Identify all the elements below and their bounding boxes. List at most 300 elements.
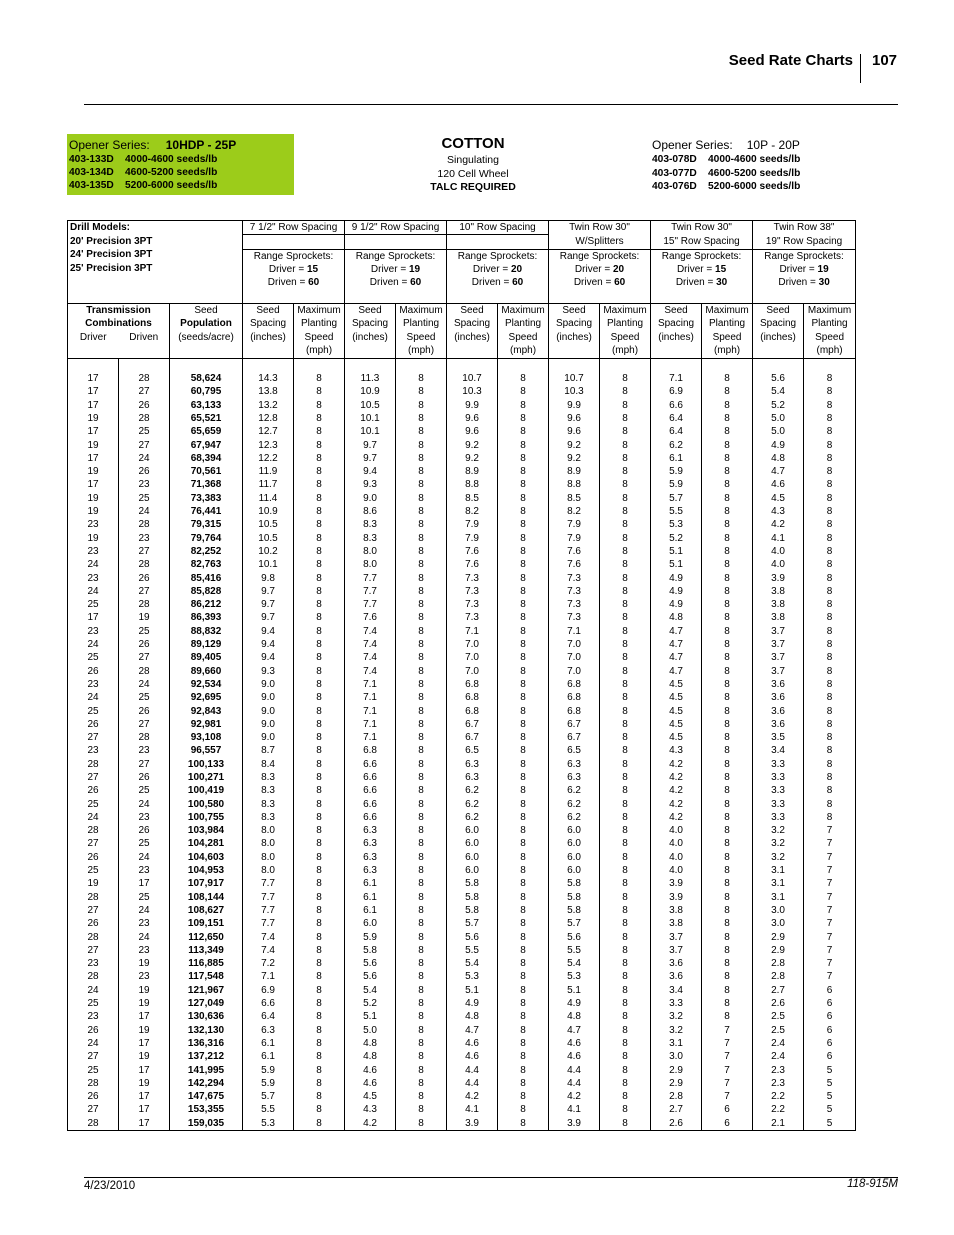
driver-cell: 19	[68, 877, 119, 890]
driven-label: Driven =	[675, 277, 714, 289]
seed-spacing-cell: 9.6	[549, 412, 600, 425]
sprocket-cell	[243, 263, 345, 276]
population-cell: 93,108	[170, 731, 243, 744]
spacer-cell	[498, 358, 549, 372]
transmission-label: Transmission	[86, 304, 151, 316]
seed-spacing-cell: 7.3	[447, 611, 498, 624]
seed-spacing-cell: 3.3	[753, 771, 804, 784]
max-speed-cell: 8	[294, 1037, 345, 1050]
max-speed-cell: 8	[396, 678, 447, 691]
max-speed-cell: 7	[804, 877, 856, 890]
max-speed-cell: 8	[294, 505, 345, 518]
maximum-label: Maximum	[807, 304, 852, 316]
max-speed-cell: 5	[804, 1103, 856, 1116]
driver-cell: 17	[68, 425, 119, 438]
max-speed-cell: 8	[600, 1090, 651, 1103]
max-speed-cell: 8	[498, 798, 549, 811]
seed-spacing-cell: 8.9	[549, 465, 600, 478]
seed-spacing-cell: 9.7	[345, 452, 396, 465]
table-row	[68, 851, 856, 864]
seed-spacing-cell: 5.3	[447, 970, 498, 983]
driver-cell: 26	[68, 917, 119, 930]
max-speed-cell: 8	[294, 412, 345, 425]
seed-spacing-cell: 11.4	[243, 492, 294, 505]
population-cell: 60,795	[170, 385, 243, 398]
seed-spacing-cell: 6.6	[243, 997, 294, 1010]
seed-spacing-cell: 3.6	[753, 678, 804, 691]
seed-spacing-cell: 7.0	[447, 638, 498, 651]
max-speed-cell: 8	[600, 372, 651, 385]
spacing-label: Spacing	[759, 318, 797, 330]
table-row	[68, 412, 856, 425]
speed-label: Speed	[508, 331, 538, 343]
max-speed-cell: 8	[294, 824, 345, 837]
seed-spacing-cell: 9.4	[243, 638, 294, 651]
seed-spacing-cell: 7.4	[345, 665, 396, 678]
max-speed-cell: 8	[600, 1064, 651, 1077]
population-cell: 116,885	[170, 957, 243, 970]
max-speed-cell: 8	[600, 518, 651, 531]
seed-spacing-cell: 7.7	[345, 598, 396, 611]
seed-spacing-cell: 6.5	[447, 744, 498, 757]
max-speed-cell: 8	[702, 824, 753, 837]
left-opener-series-value: 10HDP - 25P	[165, 138, 237, 152]
seed-spacing-cell: 7.7	[345, 585, 396, 598]
seed-spacing-cell: 7.4	[243, 944, 294, 957]
planting-label: Planting	[300, 318, 338, 330]
seed-spacing-cell: 3.9	[651, 877, 702, 890]
max-speed-cell: 8	[294, 718, 345, 731]
pre-data-spacer-row	[68, 358, 856, 372]
driven-label: Driven =	[471, 277, 510, 289]
seed-spacing-cell: 5.8	[447, 891, 498, 904]
seed-spacing-cell: 10.7	[447, 372, 498, 385]
seed-spacing-cell: 5.8	[549, 904, 600, 917]
driver-cell: 24	[68, 691, 119, 704]
max-speed-cell: 8	[600, 851, 651, 864]
table-row	[68, 1050, 856, 1063]
table-body	[68, 372, 856, 1130]
table-row	[68, 705, 856, 718]
spacer-cell	[600, 358, 651, 372]
seed-spacing-cell: 4.8	[753, 452, 804, 465]
max-speed-cell: 8	[600, 399, 651, 412]
seed-spacing-cell: 6.8	[447, 705, 498, 718]
speed-label: Speed	[406, 331, 436, 343]
seed-spacing-cell: 6.2	[549, 784, 600, 797]
seed-spacing-cell: 3.6	[753, 691, 804, 704]
seed-spacing-cell: 3.7	[753, 665, 804, 678]
max-speed-cell: 8	[396, 1037, 447, 1050]
seed-spacing-cell: 10.1	[345, 425, 396, 438]
seed-spacing-cell: 6.3	[447, 758, 498, 771]
max-speed-cell: 8	[498, 532, 549, 545]
max-speed-cell: 8	[600, 997, 651, 1010]
seed-spacing-cell: 5.9	[243, 1077, 294, 1090]
population-cell: 147,675	[170, 1090, 243, 1103]
seed-spacing-cell: 8.5	[549, 492, 600, 505]
table-row	[68, 891, 856, 904]
max-speed-cell: 8	[294, 625, 345, 638]
seed-spacing-cell: 6.3	[549, 771, 600, 784]
seed-spacing-cell: 3.9	[651, 891, 702, 904]
seed-spacing-cell: 5.6	[345, 970, 396, 983]
max-speed-cell: 8	[396, 758, 447, 771]
seed-spacing-cell: 9.7	[345, 439, 396, 452]
table-row	[68, 651, 856, 664]
driven-cell: 17	[119, 877, 170, 890]
max-speed-cell: 8	[396, 558, 447, 571]
seed-spacing-cell: 3.8	[651, 917, 702, 930]
max-speed-cell: 8	[498, 864, 549, 877]
header-row	[68, 221, 856, 235]
driver-cell: 19	[68, 505, 119, 518]
max-speed-cell: 8	[294, 518, 345, 531]
max-speed-cell: 7	[804, 824, 856, 837]
table-row	[68, 678, 856, 691]
max-speed-cell: 7	[702, 1064, 753, 1077]
spacer-cell	[119, 358, 170, 372]
seed-spacing-cell: 8.0	[345, 545, 396, 558]
max-speed-cell: 8	[804, 705, 856, 718]
max-speed-cell: 6	[804, 1050, 856, 1063]
population-cell: 100,580	[170, 798, 243, 811]
opener-part-number: 403-134D	[69, 167, 114, 178]
driven-cell: 27	[119, 385, 170, 398]
max-speed-cell: 8	[702, 984, 753, 997]
driven-cell: 25	[119, 492, 170, 505]
seed-spacing-cell: 6.9	[651, 385, 702, 398]
max-speed-cell: 8	[498, 1024, 549, 1037]
population-cell: 89,405	[170, 651, 243, 664]
population-cell: 121,967	[170, 984, 243, 997]
max-speed-cell: 8	[498, 665, 549, 678]
sprocket-cell	[651, 249, 753, 263]
seed-spacing-cell: 4.8	[447, 1010, 498, 1023]
max-speed-cell: 8	[600, 478, 651, 491]
seed-spacing-cell: 9.2	[549, 439, 600, 452]
left-opener-series	[69, 138, 236, 152]
seed-spacing-cell: 5.1	[345, 1010, 396, 1023]
seed-spacing-cell: 9.0	[243, 718, 294, 731]
max-speed-cell: 8	[396, 691, 447, 704]
seed-spacing-cell: 6.6	[345, 784, 396, 797]
max-speed-cell: 8	[804, 598, 856, 611]
seed-spacing-cell: 9.3	[243, 665, 294, 678]
max-speed-cell: 8	[498, 731, 549, 744]
max-speed-cell: 8	[294, 1024, 345, 1037]
max-speed-cell: 8	[498, 585, 549, 598]
driver-cell: 27	[68, 1103, 119, 1116]
seed-spacing-cell: 3.2	[753, 837, 804, 850]
spacer-cell	[549, 358, 600, 372]
right-opener-row	[652, 180, 852, 194]
spacing-label: Spacing	[657, 318, 695, 330]
seed-spacing-header-cell	[753, 303, 804, 358]
seed-spacing-cell: 7.7	[345, 572, 396, 585]
table-row	[68, 665, 856, 678]
seed-spacing-cell: 2.2	[753, 1103, 804, 1116]
seed-spacing-cell: 7.1	[345, 718, 396, 731]
seed-spacing-cell: 9.8	[243, 572, 294, 585]
seed-spacing-cell: 7.1	[345, 731, 396, 744]
table-row	[68, 585, 856, 598]
population-cell: 109,151	[170, 917, 243, 930]
seed-spacing-cell: 11.9	[243, 465, 294, 478]
spacing-label: Spacing	[249, 318, 287, 330]
seed-spacing-cell: 7.6	[549, 545, 600, 558]
max-speed-cell: 8	[396, 1024, 447, 1037]
max-speed-cell: 8	[498, 1103, 549, 1116]
seed-spacing-cell: 6.8	[549, 705, 600, 718]
seed-spacing-cell: 2.8	[753, 970, 804, 983]
seed-label: Seed	[358, 304, 382, 316]
seed-spacing-cell: 8.0	[345, 558, 396, 571]
max-speed-cell: 8	[600, 1077, 651, 1090]
seed-spacing-cell: 7.1	[549, 625, 600, 638]
max-speed-cell: 8	[804, 731, 856, 744]
max-speed-cell: 8	[804, 771, 856, 784]
max-speed-cell: 8	[498, 891, 549, 904]
crop-info	[390, 134, 556, 195]
spacing-name-cell	[243, 221, 345, 235]
sprocket-cell	[243, 276, 345, 289]
driver-cell: 25	[68, 598, 119, 611]
max-speed-cell: 8	[804, 798, 856, 811]
sprocket-cell	[549, 276, 651, 289]
footer-doc-number: 118-915M	[847, 1178, 898, 1190]
max-speed-cell: 8	[702, 625, 753, 638]
seed-spacing-cell: 7.3	[549, 598, 600, 611]
range-sprockets-label: Range Sprockets:	[457, 250, 538, 262]
driver-cell: 24	[68, 585, 119, 598]
max-speed-cell: 8	[600, 412, 651, 425]
driver-cell: 24	[68, 984, 119, 997]
driver-cell: 27	[68, 837, 119, 850]
max-speed-cell: 8	[600, 625, 651, 638]
driven-value: 60	[512, 277, 524, 289]
max-speed-cell: 8	[600, 532, 651, 545]
max-speed-cell: 8	[498, 465, 549, 478]
max-speed-cell: 8	[702, 931, 753, 944]
max-speed-cell: 8	[702, 558, 753, 571]
driven-value: 60	[614, 277, 626, 289]
seed-spacing-cell: 6.0	[345, 917, 396, 930]
population-cell: 79,764	[170, 532, 243, 545]
max-speed-cell: 8	[600, 638, 651, 651]
seed-spacing-cell: 4.9	[651, 598, 702, 611]
max-speed-cell: 8	[804, 385, 856, 398]
population-cell: 86,393	[170, 611, 243, 624]
table-row	[68, 691, 856, 704]
header-title: Seed Rate Charts	[728, 52, 853, 69]
max-speed-cell: 8	[498, 651, 549, 664]
seed-label: Seed	[766, 304, 790, 316]
planting-label: Planting	[402, 318, 440, 330]
seed-spacing-cell: 2.9	[753, 944, 804, 957]
max-speed-cell: 8	[498, 811, 549, 824]
seed-spacing-cell: 5.9	[651, 478, 702, 491]
max-speed-cell: 8	[294, 572, 345, 585]
seed-spacing-cell: 3.1	[753, 891, 804, 904]
driver-label: Driver =	[268, 263, 305, 275]
table-row	[68, 1117, 856, 1131]
seed-spacing-cell: 9.2	[549, 452, 600, 465]
max-speed-cell: 8	[396, 425, 447, 438]
seed-spacing-header-cell	[549, 303, 600, 358]
spacing-name-cell	[753, 221, 856, 235]
max-speed-cell: 8	[804, 372, 856, 385]
table-row	[68, 944, 856, 957]
max-speed-cell: 8	[702, 917, 753, 930]
population-cell: 159,035	[170, 1117, 243, 1131]
driven-cell: 19	[119, 997, 170, 1010]
max-speed-cell: 8	[600, 811, 651, 824]
max-speed-cell: 8	[702, 705, 753, 718]
seed-spacing-cell: 4.5	[651, 731, 702, 744]
combinations-label: Combinations	[85, 318, 152, 330]
driven-label: Driven =	[573, 277, 612, 289]
seed-spacing-cell: 4.0	[753, 545, 804, 558]
max-speed-cell: 8	[396, 518, 447, 531]
max-speed-cell: 8	[702, 877, 753, 890]
max-speed-cell: 8	[294, 1117, 345, 1131]
seed-spacing-cell: 4.7	[651, 625, 702, 638]
seed-spacing-cell: 2.4	[753, 1050, 804, 1063]
driver-cell: 23	[68, 625, 119, 638]
speed-label: Speed	[304, 331, 334, 343]
max-speed-cell: 8	[804, 518, 856, 531]
seed-spacing-cell: 8.3	[243, 771, 294, 784]
max-speed-cell: 8	[702, 864, 753, 877]
population-cell: 85,828	[170, 585, 243, 598]
driver-cell: 26	[68, 665, 119, 678]
seed-spacing-cell: 6.6	[345, 771, 396, 784]
driven-cell: 19	[119, 957, 170, 970]
driven-cell: 24	[119, 452, 170, 465]
max-speed-cell: 8	[294, 638, 345, 651]
max-speed-cell: 6	[702, 1117, 753, 1131]
seed-spacing-cell: 2.3	[753, 1077, 804, 1090]
max-speed-cell: 8	[702, 598, 753, 611]
spacer-cell	[753, 358, 804, 372]
seed-spacing-cell: 6.5	[549, 744, 600, 757]
inches-label: (inches)	[352, 331, 388, 343]
max-speed-cell: 8	[396, 997, 447, 1010]
max-speed-cell: 8	[498, 957, 549, 970]
inches-label: (inches)	[556, 331, 592, 343]
table-row	[68, 385, 856, 398]
max-speed-cell: 8	[498, 492, 549, 505]
seed-spacing-cell: 9.0	[243, 678, 294, 691]
max-speed-cell: 8	[396, 598, 447, 611]
seed-spacing-cell: 10.2	[243, 545, 294, 558]
max-speed-cell: 8	[498, 372, 549, 385]
seed-spacing-cell: 10.5	[243, 518, 294, 531]
seed-spacing-cell: 4.8	[345, 1050, 396, 1063]
population-cell: 137,212	[170, 1050, 243, 1063]
max-speed-cell: 8	[804, 532, 856, 545]
sprocket-cell	[447, 276, 549, 289]
seed-spacing-cell: 4.6	[345, 1077, 396, 1090]
max-speed-cell: 8	[294, 931, 345, 944]
max-speed-cell: 8	[498, 997, 549, 1010]
seed-spacing-cell: 4.2	[447, 1090, 498, 1103]
seed-spacing-cell: 6.0	[549, 824, 600, 837]
seed-spacing-cell: 5.8	[447, 877, 498, 890]
population-cell: 100,755	[170, 811, 243, 824]
table-row	[68, 970, 856, 983]
sprocket-spacer-cell	[549, 289, 651, 303]
range-sprockets-label: Range Sprockets:	[764, 250, 844, 262]
table-row	[68, 611, 856, 624]
seed-spacing-cell: 4.6	[549, 1050, 600, 1063]
driver-cell: 17	[68, 399, 119, 412]
population-cell: 76,441	[170, 505, 243, 518]
table-row	[68, 532, 856, 545]
sprocket-cell	[753, 276, 856, 289]
driver-cell: 19	[68, 439, 119, 452]
population-cell: 117,548	[170, 970, 243, 983]
table-row	[68, 931, 856, 944]
sprocket-cell	[753, 249, 856, 263]
driver-cell: 28	[68, 891, 119, 904]
seed-spacing-cell: 6.4	[651, 425, 702, 438]
population-cell: 96,557	[170, 744, 243, 757]
max-speed-cell: 8	[294, 611, 345, 624]
max-speed-cell: 7	[804, 944, 856, 957]
seed-spacing-cell: 6.8	[549, 691, 600, 704]
seed-spacing-cell: 5.2	[345, 997, 396, 1010]
max-speed-cell: 7	[702, 1050, 753, 1063]
driven-cell: 23	[119, 478, 170, 491]
spacer-cell	[447, 358, 498, 372]
max-speed-cell: 8	[294, 385, 345, 398]
max-speed-cell: 8	[702, 439, 753, 452]
table-row	[68, 545, 856, 558]
seed-spacing-cell: 5.2	[651, 532, 702, 545]
max-speed-cell: 8	[498, 691, 549, 704]
driver-cell: 19	[68, 492, 119, 505]
max-speed-cell: 8	[804, 651, 856, 664]
seed-spacing-cell: 7.4	[345, 638, 396, 651]
seed-spacing-cell: 4.9	[447, 997, 498, 1010]
seed-spacing-cell: 3.6	[753, 718, 804, 731]
max-speed-cell: 8	[396, 1064, 447, 1077]
maximum-label: Maximum	[705, 304, 749, 316]
seed-spacing-cell: 5.1	[447, 984, 498, 997]
max-speed-cell: 8	[600, 917, 651, 930]
driver-label: Driver =	[779, 263, 815, 275]
seed-spacing-cell: 4.7	[549, 1024, 600, 1037]
crop-line-2: 120 Cell Wheel	[437, 167, 509, 180]
seed-spacing-cell: 5.9	[651, 465, 702, 478]
table-row	[68, 625, 856, 638]
spacer-cell	[243, 358, 294, 372]
seed-spacing-cell: 6.2	[549, 811, 600, 824]
max-speed-cell: 8	[600, 771, 651, 784]
table-row	[68, 572, 856, 585]
driver-value: 15	[715, 263, 727, 275]
driver-label: Driver =	[676, 263, 713, 275]
population-cell: 112,650	[170, 931, 243, 944]
max-speed-cell: 8	[396, 705, 447, 718]
seed-label: Seed	[194, 304, 218, 316]
max-speed-cell: 7	[804, 970, 856, 983]
table-row	[68, 731, 856, 744]
driven-cell: 19	[119, 611, 170, 624]
max-speed-cell: 8	[702, 545, 753, 558]
